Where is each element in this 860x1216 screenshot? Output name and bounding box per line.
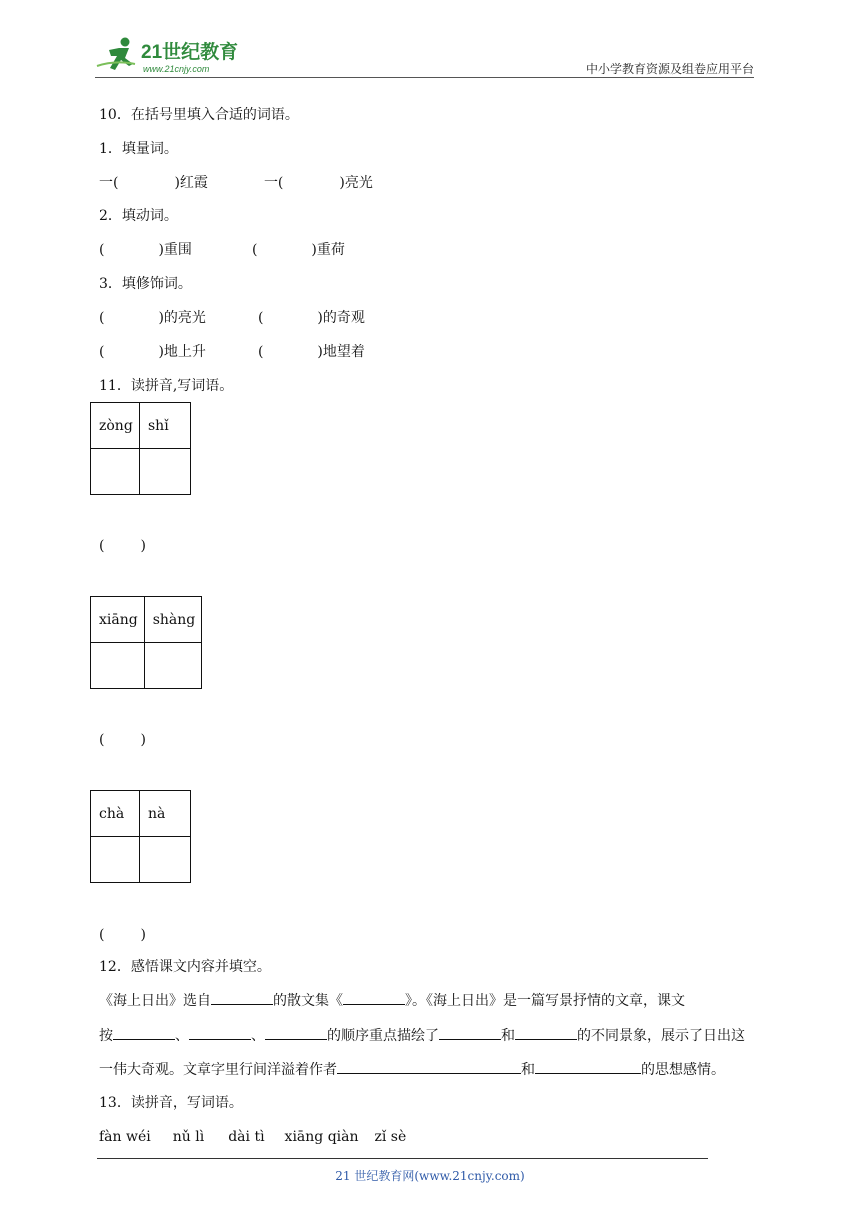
q10-title: 10．在括号里填入合适的词语。 (99, 107, 299, 123)
site-logo (95, 36, 260, 78)
blank-close: )亮光 (339, 175, 373, 191)
q11-title: 11．读拼音,写词语。 (99, 378, 234, 394)
pinyin-cell: shàng (144, 597, 202, 643)
platform-name: 中小学教育资源及组卷应用平台 (585, 62, 754, 76)
pinyin-word: dài tì (228, 1129, 265, 1145)
answer-paren: ( ) (99, 732, 146, 748)
header-divider (95, 77, 754, 78)
q10-sub2: 2．填动词。 (99, 208, 178, 224)
runner-icon (97, 38, 135, 71)
q10-sub3-row1: ( )的亮光 ( )的奇观 (99, 310, 365, 326)
q12-line-1: 《海上日出》选自 的散文集《 》。《海上日出》是一篇写景抒情的文章，课文 (99, 990, 685, 1011)
writing-cell[interactable] (144, 643, 202, 689)
blank-close: )红霞 (174, 175, 208, 191)
pinyin-word: zǐ sè (374, 1129, 407, 1145)
q10-sub2-row: ( )重围 ( )重荷 (99, 242, 345, 258)
pinyin-word: xiāng qiàn (284, 1129, 359, 1145)
q10-sub3: 3．填修饰词。 (99, 276, 192, 292)
footer-divider (97, 1158, 708, 1159)
logo-url: www.21cnjy.com (143, 64, 210, 74)
pinyin-cell: chà (91, 791, 140, 837)
fill-blank[interactable] (113, 1025, 175, 1040)
fill-blank[interactable] (439, 1025, 501, 1040)
blank-open: 一( (99, 175, 119, 191)
q10-sub1: 1．填量词。 (99, 141, 178, 157)
fill-blank[interactable] (515, 1025, 577, 1040)
writing-cell[interactable] (140, 449, 191, 495)
blank-open: 一( (263, 175, 284, 191)
fill-blank[interactable] (535, 1059, 641, 1074)
pinyin-cell: nà (140, 791, 191, 837)
fill-blank[interactable] (343, 990, 405, 1005)
writing-cell[interactable] (91, 643, 145, 689)
pinyin-word: fàn wéi (99, 1129, 151, 1145)
logo-text: 21世纪教育 (141, 42, 239, 63)
pinyin-grid-3 (90, 790, 191, 883)
q12-line-3: 一伟大奇观。文章字里行间洋溢着作者 和 的思想感情。 (99, 1059, 725, 1080)
pinyin-cell: xiāng (91, 597, 145, 643)
pinyin-cell: shǐ (140, 403, 191, 449)
fill-blank[interactable] (189, 1025, 251, 1040)
pinyin-word: nǔ lì (172, 1129, 205, 1145)
answer-paren: ( ) (99, 538, 146, 554)
fill-blank[interactable] (337, 1059, 521, 1074)
q12-line-2: 按 、 、 的顺序重点描绘了 和 的不同景象，展示了日出这 (99, 1025, 745, 1046)
q10-sub1-row (99, 173, 373, 193)
writing-cell[interactable] (140, 837, 191, 883)
footer-text: 21 世纪教育网(www.21cnjy.com) (335, 1169, 525, 1183)
writing-cell[interactable] (91, 837, 140, 883)
fill-blank[interactable] (265, 1025, 327, 1040)
q13-pinyin-row (99, 1127, 406, 1147)
writing-cell[interactable] (91, 449, 140, 495)
fill-blank[interactable] (211, 990, 273, 1005)
q10-sub3-row2: ( )地上升 ( )地望着 (99, 344, 365, 360)
pinyin-cell: zòng (91, 403, 140, 449)
answer-paren: ( ) (99, 927, 146, 943)
pinyin-grid-1 (90, 402, 191, 495)
pinyin-grid-2 (90, 596, 202, 689)
q12-title: 12．感悟课文内容并填空。 (99, 959, 271, 975)
q13-title: 13．读拼音，写词语。 (99, 1095, 243, 1111)
